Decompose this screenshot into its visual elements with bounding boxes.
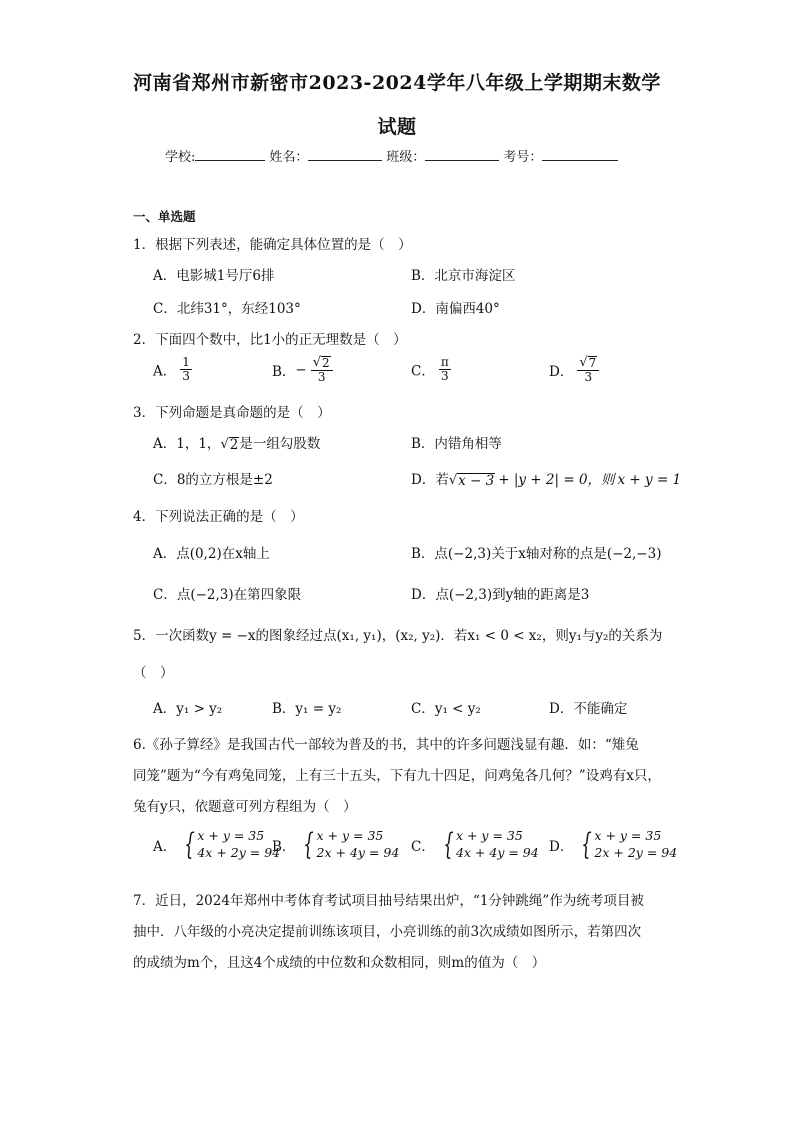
denominator: 3 bbox=[584, 370, 593, 385]
page-title-line2: 试题 bbox=[377, 116, 417, 138]
school-label: 学校: bbox=[165, 150, 196, 165]
denominator: 3 bbox=[317, 370, 326, 385]
question-6-line3: 兔有y只，依题意可列方程组为（ ） bbox=[133, 799, 357, 815]
q4-option-a[interactable]: A．点(0,2)在x轴上 bbox=[153, 546, 270, 562]
q2-c-label: C． bbox=[411, 363, 435, 380]
q1-option-c[interactable]: C．北纬31°，东经103° bbox=[153, 301, 301, 317]
equation: x + y = 35 bbox=[594, 828, 662, 843]
question-6-line2: 同笼”题为“今有鸡兔同笼，上有三十五头，下有九十四足，问鸡兔各几何？”设鸡有x只， bbox=[133, 768, 661, 784]
q2-d-fraction bbox=[577, 356, 599, 384]
q4-option-d[interactable]: D．点(−2,3)到y轴的距离是3 bbox=[411, 587, 590, 603]
q2-option-c[interactable] bbox=[411, 356, 451, 383]
minus-sign: − bbox=[295, 362, 307, 379]
equation: 4x + 4y = 94 bbox=[455, 844, 539, 860]
radical-icon: √ bbox=[312, 355, 322, 370]
class-label: 班级： bbox=[386, 150, 426, 165]
question-5-stem: 5．一次函数y = −x的图象经过点(x₁, y₁)，(x₂, y₂)．若x₁ < 0 < x₂，则y₁与y₂的关系为 bbox=[133, 628, 663, 644]
radicand: 2 bbox=[229, 437, 239, 453]
q6-c-label: C． bbox=[411, 838, 435, 855]
q3-option-a[interactable] bbox=[153, 432, 320, 452]
exam-number-blank[interactable] bbox=[542, 146, 618, 161]
equation-system bbox=[577, 828, 677, 862]
equation: 2x + 4y = 94 bbox=[316, 844, 400, 860]
q3-a-text-end: 是一组勾股数 bbox=[239, 436, 321, 452]
radical-icon: √ bbox=[448, 473, 458, 488]
equation: x + y = 35 bbox=[197, 828, 265, 843]
equation-system bbox=[180, 828, 280, 862]
question-5-stem-bracket: （ ） bbox=[133, 665, 174, 681]
radical-icon: √ bbox=[579, 355, 588, 370]
q1-option-a[interactable]: A．电影城1号厅6排 bbox=[153, 268, 275, 284]
q5-option-b[interactable]: B．y₁ = y₂ bbox=[272, 701, 342, 717]
equation: 4x + 2y = 94 bbox=[197, 844, 281, 860]
q1-option-b[interactable]: B．北京市海淀区 bbox=[411, 268, 516, 284]
radicand: 2 bbox=[322, 356, 330, 370]
q5-option-c[interactable]: C．y₁ < y₂ bbox=[411, 701, 481, 717]
question-6-line1: 6.《孙子算经》是我国古代一部较为普及的书，其中的许多问题浅显有趣．如：“雉兔 bbox=[133, 737, 639, 753]
q3-option-d[interactable] bbox=[411, 468, 681, 488]
q6-b-label: B． bbox=[272, 838, 296, 855]
name-blank[interactable] bbox=[308, 146, 382, 161]
sqrt-2 bbox=[220, 437, 239, 452]
q5-option-d[interactable]: D．不能确定 bbox=[549, 701, 628, 717]
question-7-line1: 7．近日，2024年郑州中考体育考试项目抽号结果出炉，“1分钟跳绳”作为统考项目被 bbox=[133, 893, 644, 909]
name-label: 姓名： bbox=[269, 150, 309, 165]
q3-option-b[interactable]: B．内错角相等 bbox=[411, 436, 502, 452]
brace-icon: { bbox=[303, 826, 315, 862]
numerator bbox=[311, 356, 333, 371]
q4-option-c[interactable]: C．点(−2,3)在第四象限 bbox=[153, 587, 302, 603]
brace-icon: { bbox=[581, 826, 593, 862]
brace-icon: { bbox=[184, 826, 196, 862]
question-7-line3: 的成绩为m个，且这4个成绩的中位数和众数相同，则m的值为（ ） bbox=[133, 955, 546, 971]
q6-option-a[interactable] bbox=[153, 828, 280, 862]
question-2-stem: 2．下面四个数中，比1小的正无理数是（ ） bbox=[133, 332, 407, 348]
q2-b-label: B． bbox=[272, 364, 296, 381]
numerator: 1 bbox=[182, 355, 190, 369]
q5-option-a[interactable]: A．y₁ > y₂ bbox=[153, 701, 223, 717]
equation: 2x + 2y = 94 bbox=[594, 844, 678, 860]
exam-number-label: 考号： bbox=[503, 150, 543, 165]
sqrt-expression bbox=[449, 473, 495, 488]
denominator: 3 bbox=[440, 369, 449, 384]
q2-option-b[interactable] bbox=[272, 356, 333, 384]
numerator bbox=[577, 356, 599, 371]
radicand: 7 bbox=[588, 356, 597, 370]
q2-option-a[interactable] bbox=[153, 356, 192, 383]
q6-option-c[interactable] bbox=[411, 828, 539, 862]
question-1-stem: 1．根据下列表述，能确定具体位置的是（ ） bbox=[133, 237, 412, 253]
brace-icon: { bbox=[443, 826, 454, 862]
q1-option-d[interactable]: D．南偏西40° bbox=[411, 301, 500, 317]
numerator: π bbox=[440, 355, 449, 369]
q2-a-fraction bbox=[180, 356, 192, 383]
class-blank[interactable] bbox=[425, 146, 499, 161]
q3-d-end: x + y = 1 bbox=[617, 472, 682, 488]
q2-d-label: D． bbox=[549, 364, 574, 381]
question-7-line2: 抽中．八年级的小亮决定提前训练该项目，小亮训练的前3次成绩如图所示，若第四次 bbox=[133, 924, 642, 940]
equation: x + y = 35 bbox=[316, 828, 384, 843]
q2-a-label: A． bbox=[153, 363, 177, 380]
radicand: x − 3 bbox=[458, 473, 495, 489]
q3-d-middle: + |y + 2| = 0，则 bbox=[498, 472, 615, 488]
q2-option-d[interactable] bbox=[549, 356, 599, 384]
q2-c-fraction bbox=[439, 356, 451, 383]
student-info-row bbox=[165, 146, 622, 165]
equation-system bbox=[299, 828, 399, 862]
q6-option-b[interactable] bbox=[272, 828, 399, 862]
denominator: 3 bbox=[182, 369, 190, 384]
q4-option-b[interactable]: B．点(−2,3)关于x轴对称的点是(−2,−3) bbox=[411, 546, 662, 562]
question-4-stem: 4．下列说法正确的是（ ） bbox=[133, 509, 304, 525]
q3-option-c[interactable]: C．8的立方根是±2 bbox=[153, 472, 273, 488]
q3-a-text: A．1，1， bbox=[153, 436, 221, 452]
school-blank[interactable] bbox=[195, 146, 265, 161]
radical-icon: √ bbox=[220, 437, 229, 452]
question-3-stem: 3．下列命题是真命题的是（ ） bbox=[133, 405, 331, 421]
q6-d-label: D． bbox=[549, 838, 574, 855]
equation-system bbox=[439, 828, 539, 862]
section-heading: 一、单选题 bbox=[133, 209, 196, 224]
q2-b-fraction bbox=[311, 356, 333, 384]
q3-d-text: D．若 bbox=[411, 472, 449, 488]
page-title: 河南省郑州市新密市2023-2024学年八年级上学期期末数学 bbox=[133, 72, 661, 94]
q6-a-label: A． bbox=[153, 838, 177, 855]
q6-option-d[interactable] bbox=[549, 828, 677, 862]
equation: x + y = 35 bbox=[455, 828, 523, 843]
